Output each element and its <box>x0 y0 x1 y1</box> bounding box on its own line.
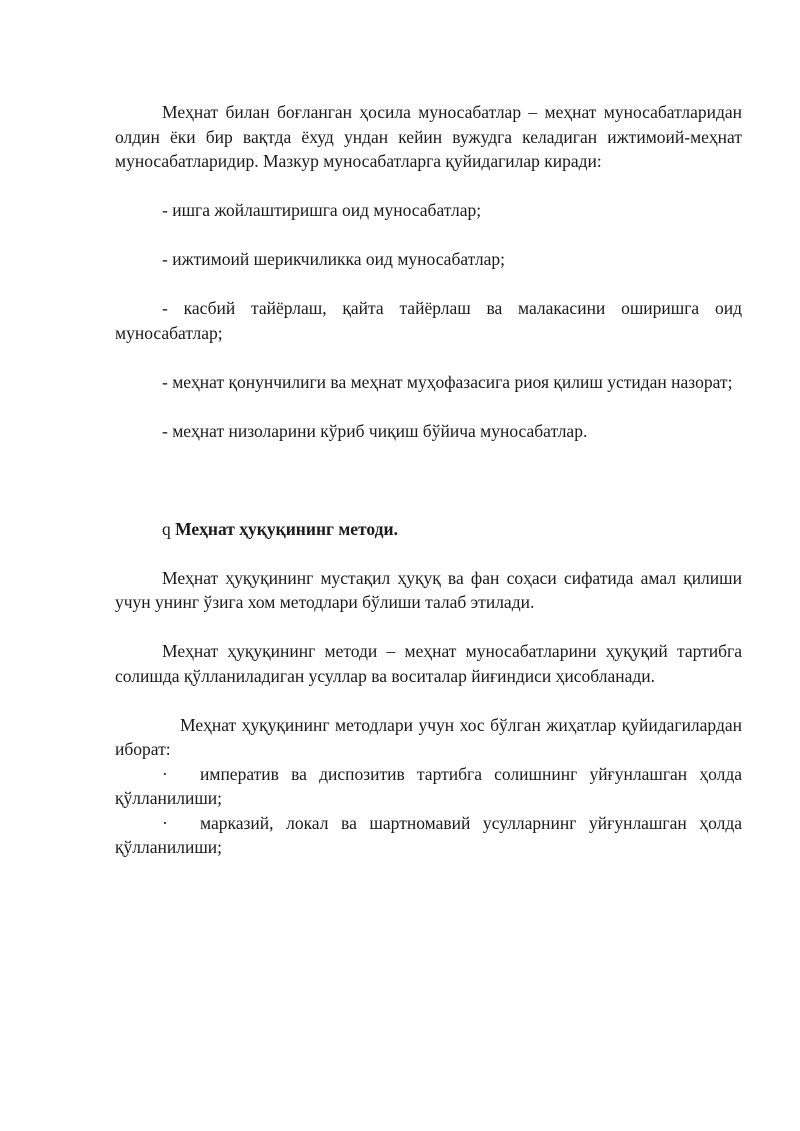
bullet-icon: · <box>162 763 168 784</box>
section-heading <box>115 517 742 542</box>
bullet-text: марказий, локал ва шартномавий усулларнинг уйғунлашган ҳолда қўлланилиши; <box>115 812 742 857</box>
list-item: - касбий тайёрлаш, қайта тайёрлаш ва малакасини оширишга оид муносабатлар; <box>115 298 742 343</box>
method-paragraph-3: Меҳнат ҳуқуқининг методлари учун хос бўлган жиҳатлар қуйидагилардан иборат: <box>115 714 742 759</box>
bullet-item <box>115 811 742 860</box>
list-item: - меҳнат низоларини кўриб чиқиш бўйича муносабатлар. <box>162 420 588 441</box>
list-item: - меҳнат қонунчилиги ва меҳнат муҳофазасига риоя қилиш устидан назорат; <box>162 371 733 392</box>
list-item: - ишга жойлаштиришга оид муносабатлар; <box>162 200 482 220</box>
heading-marker: q <box>162 518 171 539</box>
list-item: - ижтимоий шерикчиликка оид муносабатлар; <box>162 249 505 269</box>
method-paragraph-1: Меҳнат ҳуқуқининг мустақил ҳуқуқ ва фан соҳаси сифатида амал қилиши учун унинг ўзига хом методлари бўлиши талаб этилади. <box>115 567 742 612</box>
bullet-item <box>115 762 742 811</box>
heading-title: Меҳнат ҳуқуқининг методи. <box>175 518 398 539</box>
bullet-text: императив ва диспозитив тартибга солишнинг уйғунлашган ҳолда қўлланилиши; <box>115 763 742 808</box>
bullet-icon: · <box>162 812 168 833</box>
method-paragraph-2: Меҳнат ҳуқуқининг методи – меҳнат муносабатларини ҳуқуқий тартибга солишда қўлланиладиган усуллар ва воситалар йиғиндиси ҳисобланади. <box>115 641 742 686</box>
document-page <box>115 100 742 860</box>
intro-paragraph: Меҳнат билан боғланган ҳосила муносабатлар – меҳнат муносабатларидан олдин ёки бир вақтда ёхуд ундан кейин вужудга келадиган ижтимоий-меҳнат муносабатларидир. Мазкур муносабатларга қуйидагилар киради: <box>115 102 742 171</box>
